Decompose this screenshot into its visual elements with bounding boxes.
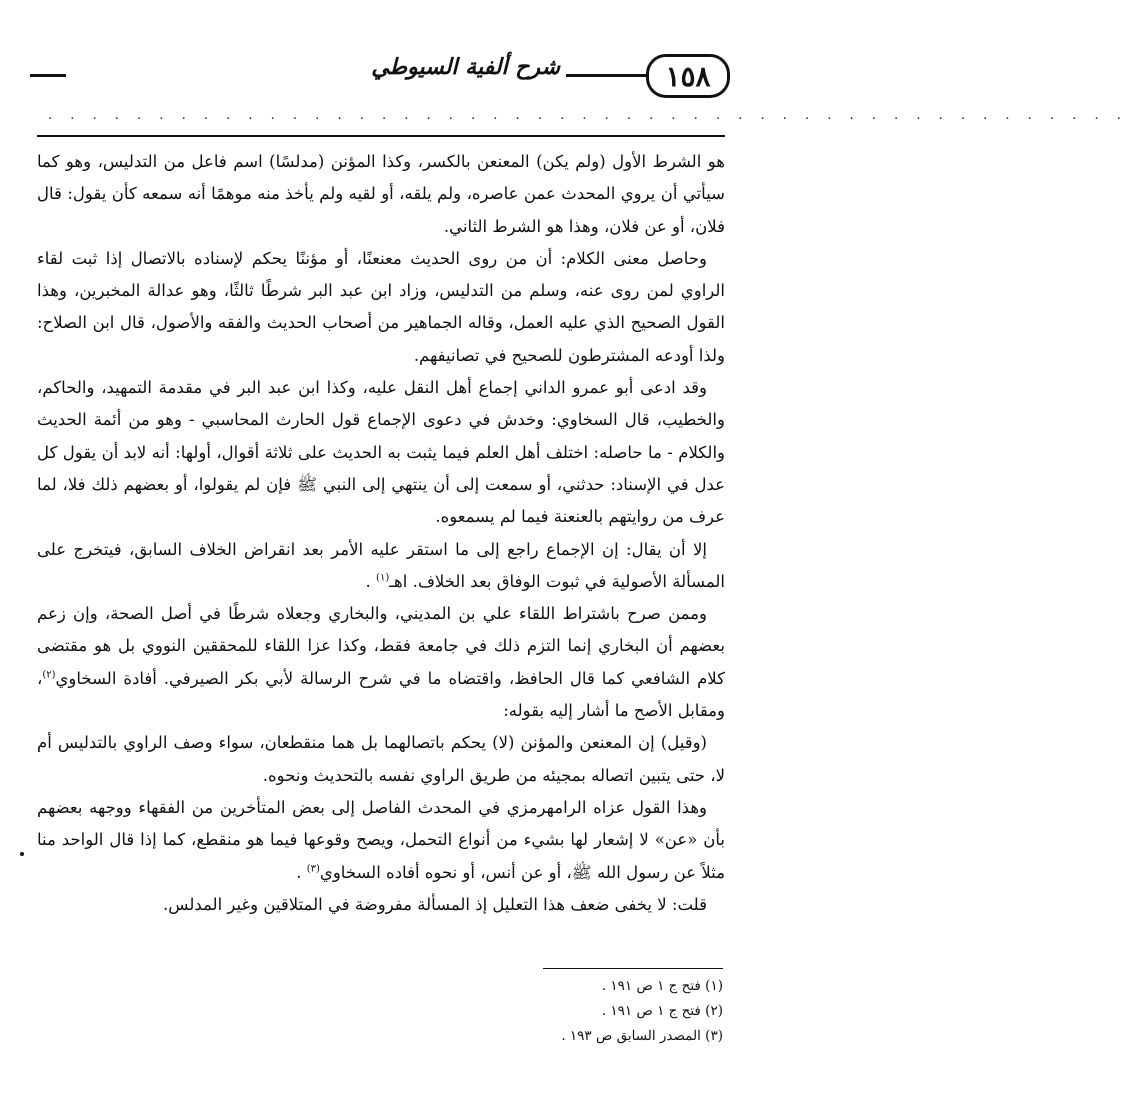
paragraph: وممن صرح باشتراط اللقاء علي بن المديني، والبخاري وجعلاه شرطًا في أصل الصحة، وإن زعم بعضهم أن البخاري إنما التزم ذلك في جامعة فقط، وكذا عزا اللقاء للمحققين النووي بل هو مقتضى كلام الشافعي كما قال الحافظ، واقتضاه ما في شرح الرسالة لأبي بكر الصيرفي. أفادة السخاوي$^{(٢)}$، ومقابل الأصح ما أشار إليه بقوله: (37, 604, 725, 721)
main-text (37, 146, 725, 921)
footnote-ref: (٣) (306, 863, 320, 875)
header-rule-right (566, 74, 646, 77)
paragraph: وقد ادعى أبو عمرو الداني إجماع أهل النقل عليه، وكذا ابن عبد البر في مقدمة التمهيد، والحاكم، والخطيب، قال السخاوي: وخدش في دعوى الإجماع قول الحارث المحاسبي - وهو من أئمة الحديث والكلام - ما حاصله: اختلف أهل العلم فيما يثبت به الحديث على ثلاثة أقوال، أولها: أنه لابد أن يقول كل عدل في الإسناد: حدثني، أو سمعت إلى أن ينتهي إلى النبي ﷺ فإن لم يقولوا، أو بعضهم ذلك فلا، لما عرف من روايتهم بالعنعنة فيما لم يسمعوه. (37, 378, 725, 527)
margin-mark (20, 852, 24, 856)
paragraph: وحاصل معنى الكلام: أن من روى الحديث معنعنًا، أو مؤننًا يحكم لإسناده بالاتصال إذا ثبت لقاء الراوي لمن روى عنه، وسلم من التدليس، وزاد ابن عبد البر شرطًا ثالثًا، وهو عدالة المخبرين، وهذا القول الصحيح الذي عليه العمل، وقاله الجماهير من أصحاب الحديث والفقه والأصول، قال ابن الصلاح: ولذا أودعه المشترطون للصحيح في تصانيفهم. (37, 248, 725, 365)
header-rule-left (30, 74, 66, 77)
running-title: شرح ألفية السيوطي (371, 54, 560, 80)
paragraph: قلت: لا يخفى ضعف هذا التعليل إذ المسألة مفروضة في المتلاقين وغير المدلس. (163, 894, 707, 914)
paragraph: وهذا القول عزاه الرامهرمزي في المحدث الفاصل إلى بعض المتأخرين من الفقهاء ووجهه بعضهم بأن «عن» لا إشعار لها بشيء من أنواع التحمل، ويصح وقوعها فيما هو منقطع، كما إذا قال الواحد منا مثلاً عن رسول الله ﷺ، أو عن أنس، أو نحوه أفاده السخاوي$^{(٣)}$ . (37, 797, 725, 882)
paragraph: إلا أن يقال: إن الإجماع راجع إلى ما استقر عليه الأمر بعد انقراض الخلاف السابق، فيتخرج على المسألة الأصولية في ثبوت الوفاق بعد الخلاف. اهـ$^{(١)}$ . (37, 539, 725, 591)
page-header (30, 50, 730, 100)
dotted-separator: . . . . . . . . . . . . . . . . . . . . . . . . . . . . . . . . . . . . . . . . . . . . . . . . . (48, 108, 1128, 123)
footnote: (٢) فتح ج ١ ص ١٩١ . (601, 1003, 723, 1019)
footnote-ref: (٢) (42, 669, 56, 681)
footnote: (٣) المصدر السابق ص ١٩٣ . (561, 1028, 723, 1044)
paragraph: هو الشرط الأول (ولم يكن) المعنعن بالكسر، وكذا المؤنن (مدلسًا) اسم فاعل من التدليس، وهو كما سيأتي أن يروي المحدث عمن عاصره، ولم يلقه، أو لقيه ولم يأخذ منه موهمًا أنه سمعه كأن يقول: قال فلان، أو عن فلان، وهذا هو الشرط الثاني. (37, 152, 725, 236)
paragraph: (وقيل) إن المعنعن والمؤنن (لا) يحكم باتصالهما بل هما منقطعان، سواء وصف الراوي بالتدليس أم لا، حتى يتبين اتصاله بمجيئه من طريق الراوي نفسه بالتحديث ونحوه. (37, 733, 725, 785)
footnote: (١) فتح ج ١ ص ١٩١ . (601, 978, 723, 994)
footnote-ref: (١) (376, 572, 390, 584)
header-divider (37, 135, 725, 137)
footnote-divider (543, 968, 723, 969)
page-number: ١٥٨ (646, 54, 730, 98)
footnotes (363, 974, 723, 1049)
